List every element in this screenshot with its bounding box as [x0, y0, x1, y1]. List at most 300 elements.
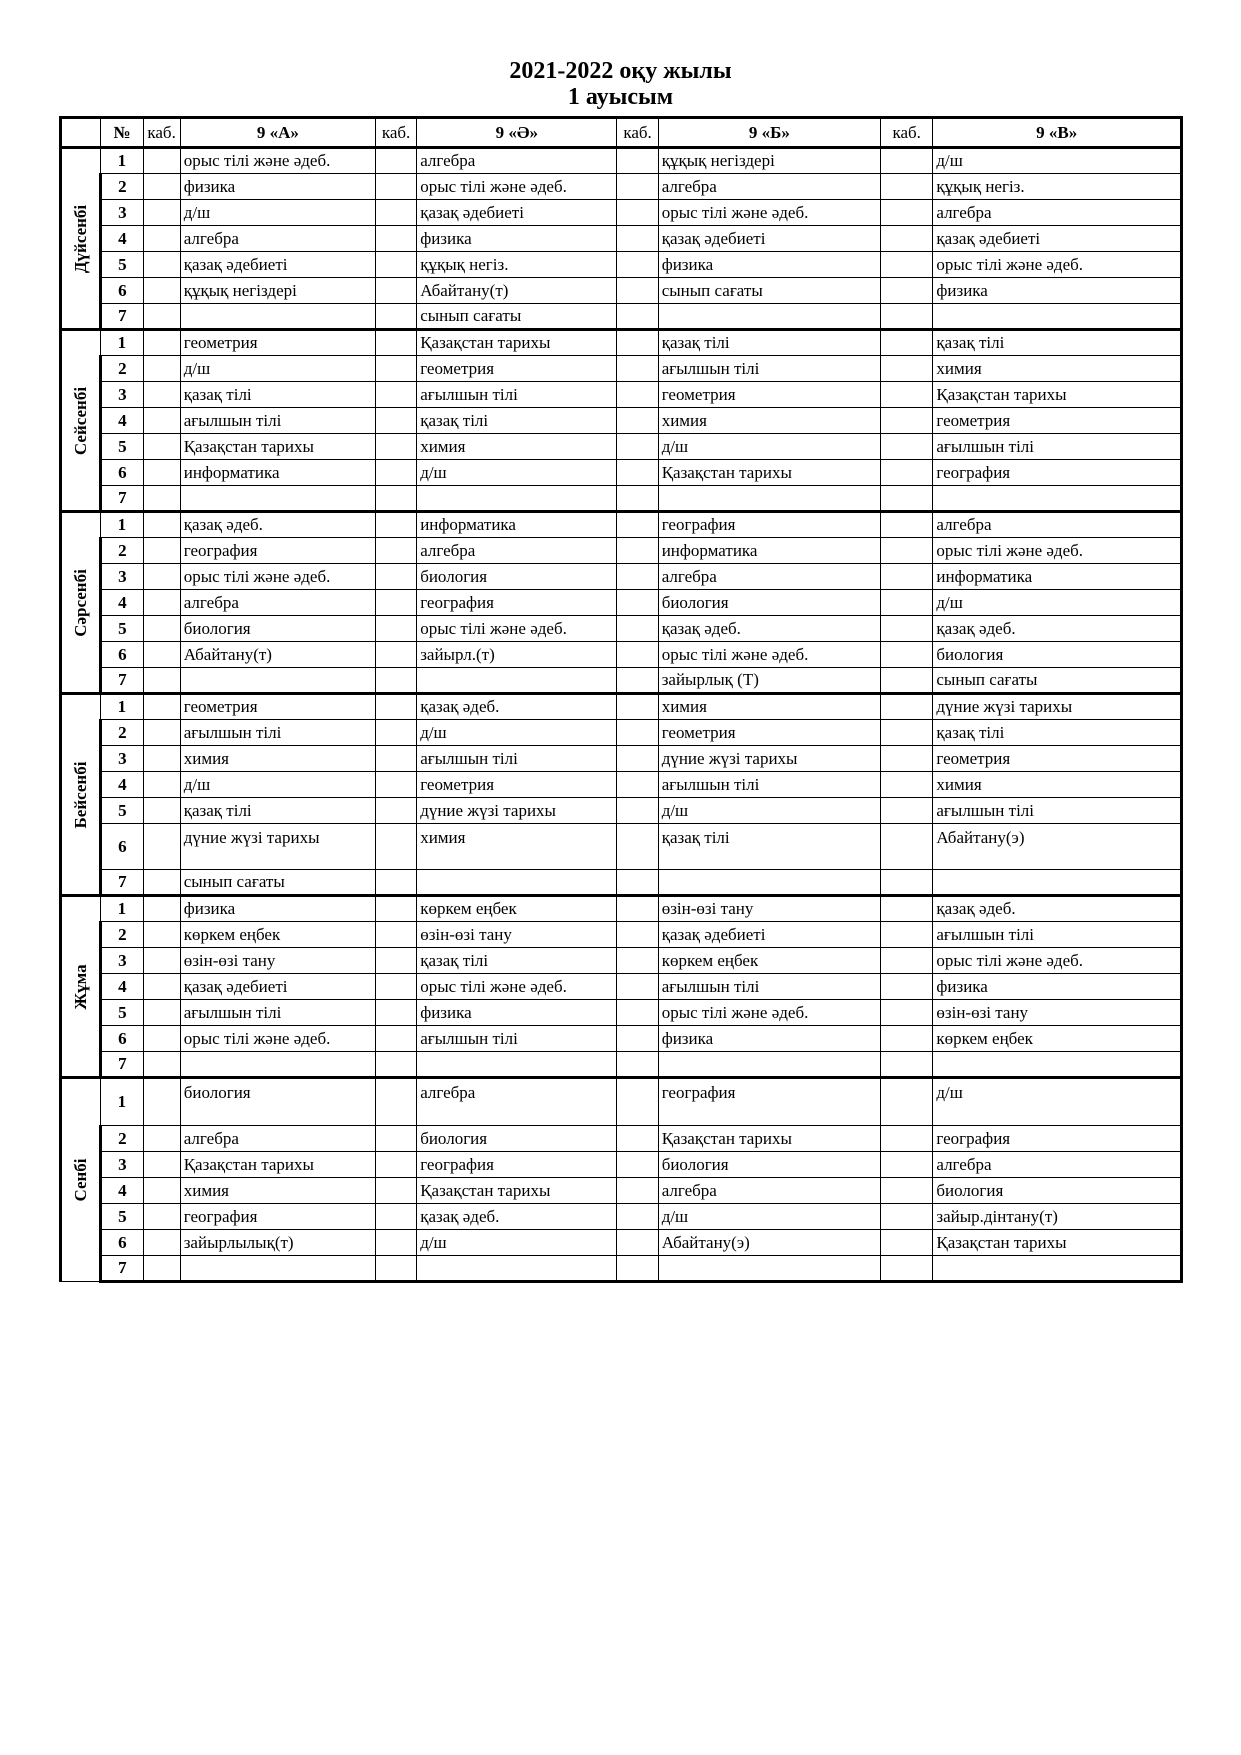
subject-cell: география	[180, 1204, 375, 1230]
subject-cell: орыс тілі және әдеб.	[658, 200, 880, 226]
subject-cell: алгебра	[180, 226, 375, 252]
kab-cell	[375, 1126, 416, 1152]
day-name: Жұма	[70, 963, 90, 1010]
header-number: №	[101, 118, 143, 148]
subject-cell: Қазақстан тарихы	[658, 1126, 880, 1152]
subject-cell: биология	[658, 1152, 880, 1178]
lesson-row	[61, 668, 1182, 694]
subject-cell: ағылшын тілі	[933, 922, 1182, 948]
subject-cell: алгебра	[417, 148, 617, 174]
lesson-row	[61, 304, 1182, 330]
kab-cell	[143, 1126, 180, 1152]
kab-cell	[143, 974, 180, 1000]
kab-cell	[375, 590, 416, 616]
kab-cell	[881, 590, 933, 616]
lesson-number: 1	[101, 148, 143, 174]
kab-cell	[375, 1256, 416, 1282]
lesson-row	[61, 1126, 1182, 1152]
kab-cell	[617, 512, 658, 538]
lesson-row	[61, 870, 1182, 896]
day-label	[61, 330, 101, 512]
kab-cell	[143, 356, 180, 382]
kab-cell	[881, 668, 933, 694]
subject-cell: дүние жүзі тарихы	[180, 824, 375, 870]
subject-cell: физика	[933, 974, 1182, 1000]
subject-cell	[180, 1256, 375, 1282]
kab-cell	[881, 356, 933, 382]
subject-cell: қазақ әдебиеті	[658, 922, 880, 948]
kab-cell	[143, 1230, 180, 1256]
kab-cell	[617, 252, 658, 278]
subject-cell: д/ш	[658, 1204, 880, 1230]
kab-cell	[375, 486, 416, 512]
kab-cell	[143, 896, 180, 922]
kab-cell	[881, 512, 933, 538]
subject-cell: география	[417, 1152, 617, 1178]
kab-cell	[143, 870, 180, 896]
lesson-number: 2	[101, 1126, 143, 1152]
subject-cell: информатика	[180, 460, 375, 486]
lesson-row	[61, 1178, 1182, 1204]
subject-cell: ағылшын тілі	[417, 1026, 617, 1052]
kab-cell	[143, 798, 180, 824]
subject-cell: құқық негіздері	[180, 278, 375, 304]
kab-cell	[617, 746, 658, 772]
kab-cell	[375, 382, 416, 408]
kab-cell	[375, 694, 416, 720]
subject-cell: зайыр.дінтану(т)	[933, 1204, 1182, 1230]
lesson-row	[61, 1256, 1182, 1282]
kab-cell	[375, 174, 416, 200]
kab-cell	[881, 720, 933, 746]
kab-cell	[617, 1126, 658, 1152]
kab-cell	[375, 746, 416, 772]
lesson-row	[61, 200, 1182, 226]
lesson-number: 4	[101, 974, 143, 1000]
kab-cell	[143, 382, 180, 408]
kab-cell	[375, 1026, 416, 1052]
kab-cell	[375, 616, 416, 642]
lesson-number: 7	[101, 304, 143, 330]
kab-cell	[617, 1204, 658, 1230]
lesson-row	[61, 434, 1182, 460]
kab-cell	[881, 642, 933, 668]
subject-cell: құқық негіз.	[933, 174, 1182, 200]
lesson-row	[61, 642, 1182, 668]
lesson-row	[61, 1230, 1182, 1256]
subject-cell: алгебра	[933, 200, 1182, 226]
subject-cell: Қазақстан тарихы	[417, 1178, 617, 1204]
kab-cell	[143, 486, 180, 512]
kab-cell	[375, 1052, 416, 1078]
subject-cell: дүние жүзі тарихы	[933, 694, 1182, 720]
kab-cell	[881, 974, 933, 1000]
subject-cell	[417, 486, 617, 512]
lesson-row	[61, 1000, 1182, 1026]
subject-cell: орыс тілі және әдеб.	[417, 616, 617, 642]
subject-cell: өзін-өзі тану	[417, 922, 617, 948]
kab-cell	[881, 1052, 933, 1078]
subject-cell: Қазақстан тарихы	[180, 434, 375, 460]
kab-cell	[617, 304, 658, 330]
subject-cell: геометрия	[417, 356, 617, 382]
kab-cell	[617, 460, 658, 486]
lesson-row	[61, 174, 1182, 200]
subject-cell: география	[180, 538, 375, 564]
kab-cell	[617, 1078, 658, 1126]
subject-cell: физика	[180, 896, 375, 922]
subject-cell: өзін-өзі тану	[933, 1000, 1182, 1026]
kab-cell	[143, 720, 180, 746]
subject-cell: алгебра	[417, 1078, 617, 1126]
kab-cell	[617, 1256, 658, 1282]
day-name: Дүйсенбі	[70, 204, 90, 273]
lesson-row	[61, 538, 1182, 564]
lesson-row	[61, 798, 1182, 824]
lesson-row	[61, 252, 1182, 278]
subject-cell: қазақ тілі	[180, 382, 375, 408]
subject-cell	[933, 486, 1182, 512]
kab-cell	[375, 200, 416, 226]
kab-cell	[375, 798, 416, 824]
kab-cell	[375, 974, 416, 1000]
kab-cell	[375, 304, 416, 330]
kab-cell	[143, 148, 180, 174]
subject-cell: ағылшын тілі	[417, 746, 617, 772]
lesson-row	[61, 896, 1182, 922]
subject-cell: қазақ тілі	[933, 720, 1182, 746]
kab-cell	[881, 174, 933, 200]
kab-cell	[617, 356, 658, 382]
kab-cell	[617, 772, 658, 798]
subject-cell: орыс тілі және әдеб.	[658, 1000, 880, 1026]
kab-cell	[617, 382, 658, 408]
kab-cell	[143, 1204, 180, 1230]
kab-cell	[881, 746, 933, 772]
kab-cell	[881, 1026, 933, 1052]
kab-cell	[375, 564, 416, 590]
kab-cell	[617, 174, 658, 200]
subject-cell: сынып сағаты	[417, 304, 617, 330]
subject-cell: орыс тілі және әдеб.	[180, 564, 375, 590]
kab-cell	[617, 486, 658, 512]
subject-cell: қазақ әдебиеті	[180, 974, 375, 1000]
subject-cell: химия	[658, 694, 880, 720]
subject-cell: орыс тілі және әдеб.	[658, 642, 880, 668]
lesson-number: 6	[101, 460, 143, 486]
kab-cell	[375, 1178, 416, 1204]
subject-cell: геометрия	[933, 408, 1182, 434]
subject-cell	[658, 1052, 880, 1078]
subject-cell: ағылшын тілі	[933, 798, 1182, 824]
subject-cell: алгебра	[933, 512, 1182, 538]
kab-cell	[617, 896, 658, 922]
subject-cell: ағылшын тілі	[658, 974, 880, 1000]
kab-cell	[617, 564, 658, 590]
kab-cell	[375, 1000, 416, 1026]
lesson-number: 5	[101, 252, 143, 278]
lesson-row	[61, 148, 1182, 174]
kab-cell	[375, 922, 416, 948]
kab-cell	[143, 1178, 180, 1204]
kab-cell	[617, 922, 658, 948]
day-name: Сәрсенбі	[70, 568, 90, 637]
subject-cell: қазақ әдеб.	[417, 1204, 617, 1230]
lesson-number: 6	[101, 642, 143, 668]
lesson-number: 7	[101, 1256, 143, 1282]
kab-cell	[375, 1204, 416, 1230]
lesson-number: 5	[101, 798, 143, 824]
day-label	[61, 512, 101, 694]
kab-cell	[143, 538, 180, 564]
lesson-number: 3	[101, 200, 143, 226]
lesson-row	[61, 486, 1182, 512]
subject-cell	[417, 1052, 617, 1078]
kab-cell	[375, 1152, 416, 1178]
subject-cell: көркем еңбек	[933, 1026, 1182, 1052]
kab-cell	[375, 460, 416, 486]
subject-cell: алгебра	[933, 1152, 1182, 1178]
subject-cell: химия	[658, 408, 880, 434]
subject-cell: информатика	[658, 538, 880, 564]
subject-cell	[180, 668, 375, 694]
subject-cell: химия	[180, 746, 375, 772]
lesson-number: 1	[101, 512, 143, 538]
subject-cell: алгебра	[658, 1178, 880, 1204]
lesson-number: 2	[101, 922, 143, 948]
kab-cell	[617, 668, 658, 694]
subject-cell: қазақ тілі	[417, 408, 617, 434]
lesson-row	[61, 460, 1182, 486]
subject-cell: сынып сағаты	[658, 278, 880, 304]
kab-cell	[881, 148, 933, 174]
header-kab: каб.	[881, 118, 933, 148]
subject-cell: зайырл.(т)	[417, 642, 617, 668]
kab-cell	[881, 408, 933, 434]
lesson-number: 3	[101, 382, 143, 408]
lesson-number: 3	[101, 746, 143, 772]
subject-cell: биология	[933, 1178, 1182, 1204]
kab-cell	[375, 1230, 416, 1256]
kab-cell	[881, 1078, 933, 1126]
page-subtitle: 1 ауысым	[567, 84, 674, 110]
lesson-row	[61, 590, 1182, 616]
subject-cell	[933, 304, 1182, 330]
kab-cell	[617, 616, 658, 642]
subject-cell	[933, 1052, 1182, 1078]
subject-cell: ағылшын тілі	[417, 382, 617, 408]
header-kab: каб.	[143, 118, 180, 148]
subject-cell: құқық негіздері	[658, 148, 880, 174]
subject-cell: қазақ тілі	[933, 330, 1182, 356]
subject-cell: д/ш	[180, 356, 375, 382]
kab-cell	[143, 590, 180, 616]
kab-cell	[881, 330, 933, 356]
subject-cell: Қазақстан тарихы	[933, 1230, 1182, 1256]
kab-cell	[143, 278, 180, 304]
subject-cell: қазақ тілі	[658, 330, 880, 356]
subject-cell: алгебра	[417, 538, 617, 564]
kab-cell	[375, 948, 416, 974]
kab-cell	[881, 694, 933, 720]
subject-cell: география	[933, 460, 1182, 486]
subject-cell: өзін-өзі тану	[658, 896, 880, 922]
header-class-9v: 9 «В»	[933, 118, 1182, 148]
subject-cell	[417, 668, 617, 694]
header-kab: каб.	[375, 118, 416, 148]
kab-cell	[617, 408, 658, 434]
kab-cell	[617, 1026, 658, 1052]
kab-cell	[143, 922, 180, 948]
kab-cell	[143, 252, 180, 278]
subject-cell: қазақ тілі	[417, 948, 617, 974]
subject-cell: химия	[933, 356, 1182, 382]
subject-cell: орыс тілі және әдеб.	[933, 538, 1182, 564]
subject-cell: дүние жүзі тарихы	[417, 798, 617, 824]
subject-cell: геометрия	[180, 330, 375, 356]
subject-cell: зайырлылық(т)	[180, 1230, 375, 1256]
subject-cell: ағылшын тілі	[658, 772, 880, 798]
subject-cell: Абайтану(т)	[417, 278, 617, 304]
subject-cell	[933, 870, 1182, 896]
subject-cell: д/ш	[933, 590, 1182, 616]
kab-cell	[617, 642, 658, 668]
kab-cell	[375, 434, 416, 460]
subject-cell: география	[933, 1126, 1182, 1152]
lesson-number: 3	[101, 1152, 143, 1178]
lesson-number: 1	[101, 896, 143, 922]
lesson-row	[61, 824, 1182, 870]
header-row	[61, 118, 1182, 148]
lesson-row	[61, 408, 1182, 434]
kab-cell	[143, 772, 180, 798]
subject-cell: физика	[180, 174, 375, 200]
day-name: Сенбі	[70, 1158, 90, 1202]
subject-cell: ағылшын тілі	[180, 720, 375, 746]
header-class-9a: 9 «А»	[180, 118, 375, 148]
subject-cell: қазақ әдебиеті	[417, 200, 617, 226]
header-kab: каб.	[617, 118, 658, 148]
subject-cell: Абайтану(т)	[180, 642, 375, 668]
subject-cell: қазақ әдебиеті	[180, 252, 375, 278]
subject-cell: геометрия	[933, 746, 1182, 772]
kab-cell	[375, 870, 416, 896]
subject-cell: қазақ әдеб.	[417, 694, 617, 720]
subject-cell: физика	[658, 1026, 880, 1052]
subject-cell: көркем еңбек	[658, 948, 880, 974]
subject-cell	[658, 870, 880, 896]
kab-cell	[617, 278, 658, 304]
kab-cell	[617, 1052, 658, 1078]
header-day-cell	[61, 118, 101, 148]
subject-cell: зайырлық (Т)	[658, 668, 880, 694]
subject-cell: қазақ тілі	[180, 798, 375, 824]
kab-cell	[143, 330, 180, 356]
lesson-number: 4	[101, 226, 143, 252]
subject-cell: д/ш	[933, 1078, 1182, 1126]
kab-cell	[881, 948, 933, 974]
subject-cell: геометрия	[658, 382, 880, 408]
lesson-number: 5	[101, 616, 143, 642]
kab-cell	[375, 538, 416, 564]
subject-cell: биология	[933, 642, 1182, 668]
lesson-number: 2	[101, 356, 143, 382]
subject-cell	[180, 486, 375, 512]
kab-cell	[143, 174, 180, 200]
lesson-number: 4	[101, 408, 143, 434]
kab-cell	[881, 200, 933, 226]
kab-cell	[881, 922, 933, 948]
kab-cell	[143, 746, 180, 772]
subject-cell: д/ш	[658, 434, 880, 460]
subject-cell: информатика	[933, 564, 1182, 590]
subject-cell: геометрия	[417, 772, 617, 798]
lesson-number: 4	[101, 590, 143, 616]
subject-cell: орыс тілі және әдеб.	[180, 1026, 375, 1052]
kab-cell	[617, 798, 658, 824]
subject-cell: д/ш	[180, 772, 375, 798]
subject-cell: дүние жүзі тарихы	[658, 746, 880, 772]
kab-cell	[143, 1152, 180, 1178]
kab-cell	[143, 694, 180, 720]
kab-cell	[143, 1026, 180, 1052]
subject-cell: физика	[417, 226, 617, 252]
schedule-table	[59, 116, 1183, 1283]
kab-cell	[881, 564, 933, 590]
lesson-row	[61, 1204, 1182, 1230]
lesson-row	[61, 512, 1182, 538]
subject-cell: ағылшын тілі	[933, 434, 1182, 460]
subject-cell: орыс тілі және әдеб.	[933, 252, 1182, 278]
kab-cell	[143, 434, 180, 460]
lesson-row	[61, 694, 1182, 720]
kab-cell	[143, 512, 180, 538]
subject-cell: биология	[417, 1126, 617, 1152]
kab-cell	[143, 304, 180, 330]
subject-cell: алгебра	[658, 564, 880, 590]
subject-cell: химия	[417, 434, 617, 460]
subject-cell: көркем еңбек	[417, 896, 617, 922]
header-class-9b: 9 «Б»	[658, 118, 880, 148]
kab-cell	[881, 798, 933, 824]
kab-cell	[881, 1204, 933, 1230]
kab-cell	[881, 896, 933, 922]
subject-cell: қазақ әдеб.	[658, 616, 880, 642]
subject-cell: құқық негіз.	[417, 252, 617, 278]
kab-cell	[881, 486, 933, 512]
kab-cell	[881, 226, 933, 252]
subject-cell: алгебра	[658, 174, 880, 200]
subject-cell: геометрия	[180, 694, 375, 720]
lesson-number: 3	[101, 564, 143, 590]
kab-cell	[881, 1000, 933, 1026]
header-class-9ae: 9 «Ә»	[417, 118, 617, 148]
lesson-number: 6	[101, 1026, 143, 1052]
lesson-row	[61, 948, 1182, 974]
kab-cell	[617, 1178, 658, 1204]
subject-cell: Қазақстан тарихы	[180, 1152, 375, 1178]
kab-cell	[617, 1152, 658, 1178]
subject-cell: информатика	[417, 512, 617, 538]
kab-cell	[881, 304, 933, 330]
kab-cell	[881, 252, 933, 278]
kab-cell	[881, 1230, 933, 1256]
subject-cell: биология	[417, 564, 617, 590]
kab-cell	[881, 772, 933, 798]
kab-cell	[143, 1000, 180, 1026]
lesson-row	[61, 1152, 1182, 1178]
lesson-number: 1	[101, 330, 143, 356]
